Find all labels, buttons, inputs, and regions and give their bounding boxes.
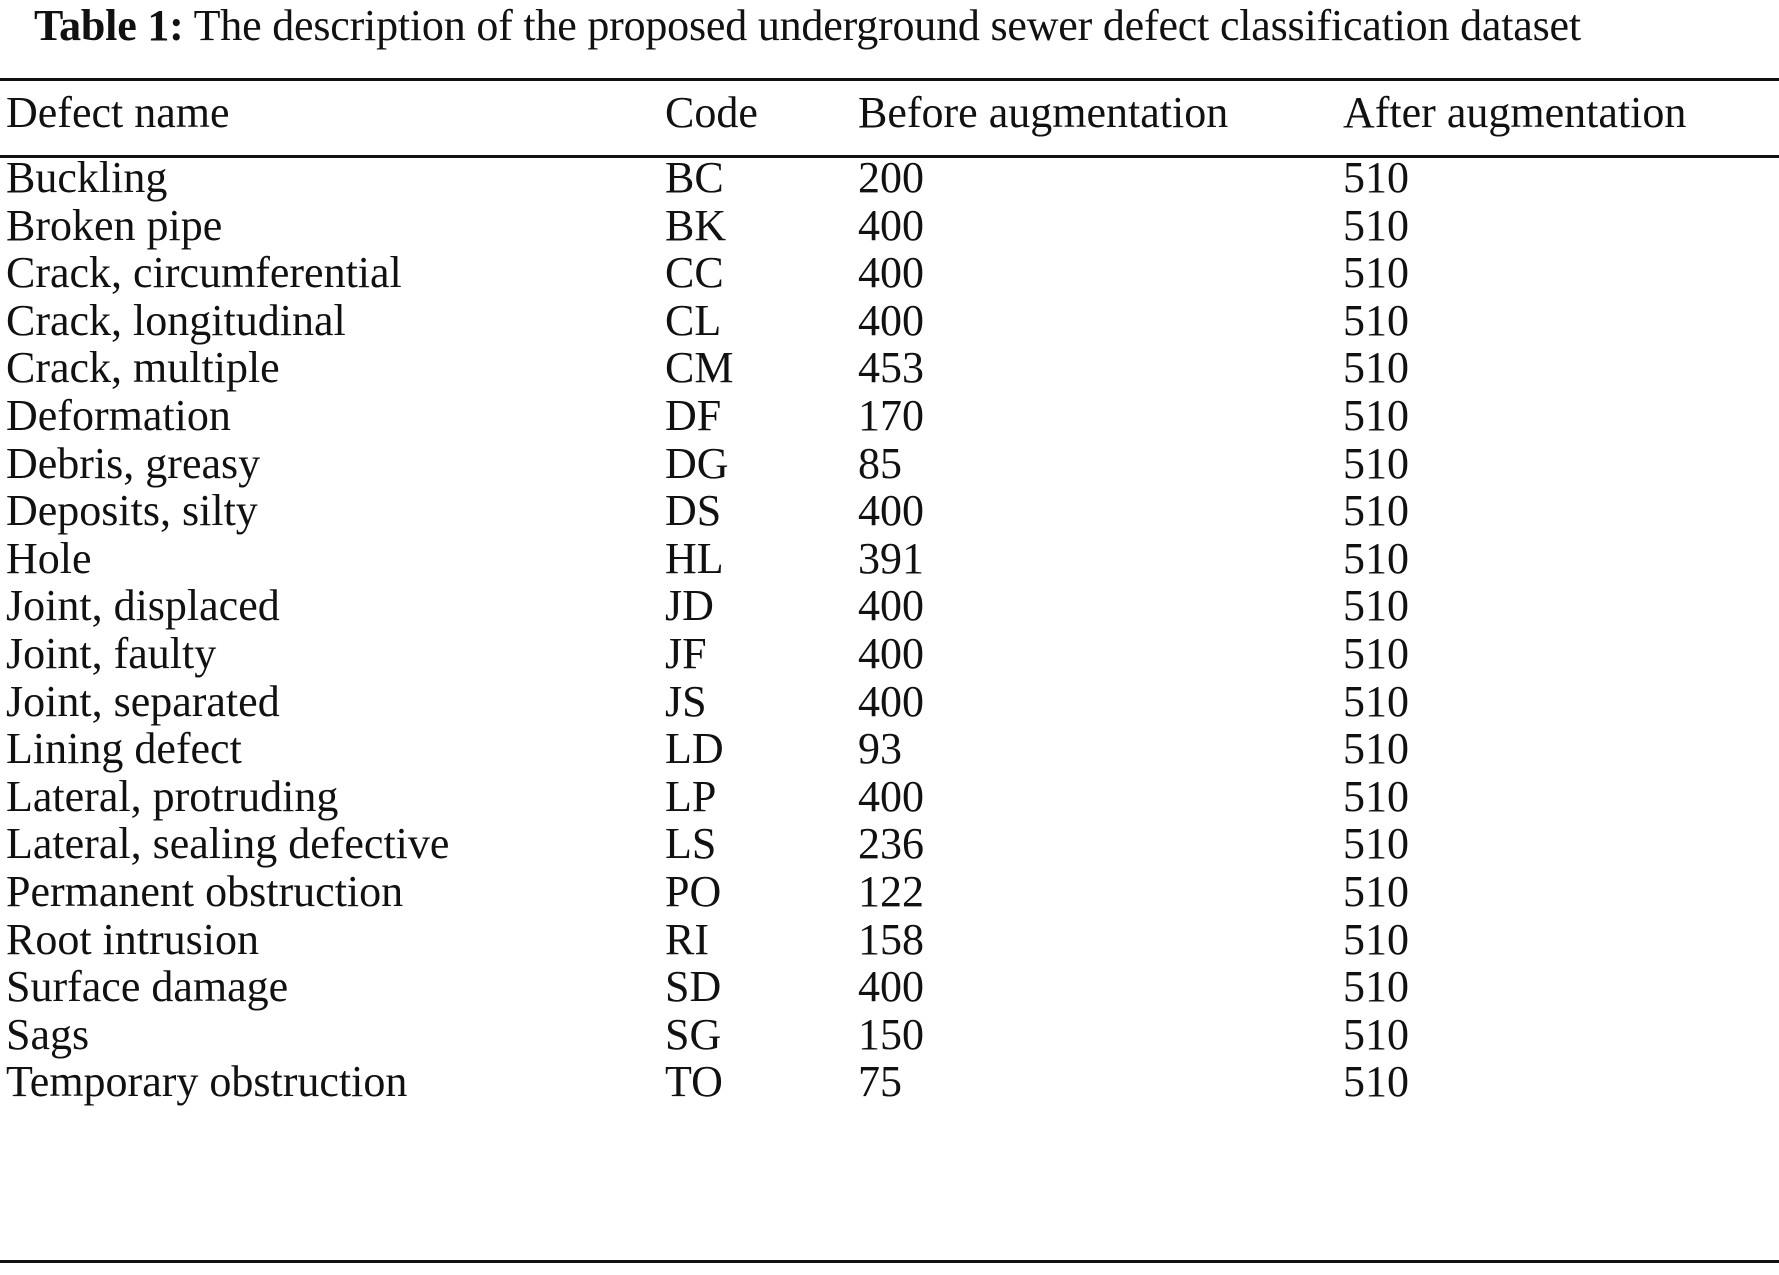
table-row [0,484,1779,538]
defect-name-cell: Joint, displaced [6,581,280,631]
table-row [0,770,1779,824]
code-cell: LD [665,724,724,774]
before-augmentation-cell: 400 [858,629,924,678]
after-augmentation-cell: 510 [1343,676,1409,726]
table-row [0,913,1779,967]
before-augmentation-cell: 391 [858,533,924,583]
before-augmentation-cell: 453 [858,343,924,393]
defect-name-cell: Joint, faulty [6,629,217,678]
defect-name-cell: Deformation [6,391,231,440]
table-caption [34,0,1581,54]
after-augmentation-cell: 510 [1343,486,1409,536]
after-augmentation-cell: 510 [1343,153,1409,202]
code-cell: JD [665,581,714,631]
code-cell: SD [665,962,722,1012]
before-augmentation-cell: 400 [858,486,924,536]
defect-name-cell: Root intrusion [6,914,260,964]
code-cell: DS [665,486,722,536]
caption-label: Table 1: [34,1,184,50]
after-augmentation-cell: 510 [1343,1057,1409,1107]
defect-name-cell: Crack, longitudinal [6,295,346,345]
before-augmentation-cell: 75 [858,1057,902,1107]
table-row [0,199,1779,253]
table-row [0,389,1779,443]
table-row [0,627,1779,681]
table-row [0,1008,1779,1062]
defect-name-cell: Broken pipe [6,200,223,250]
defect-name-cell: Lateral, sealing defective [6,819,450,869]
table-row [0,294,1779,348]
code-cell: DG [665,438,729,488]
header-code: Code [665,88,758,137]
before-augmentation-cell: 170 [858,391,924,440]
code-cell: CC [665,248,724,298]
after-augmentation-cell: 510 [1343,914,1409,964]
before-augmentation-cell: 400 [858,771,924,821]
header-defect-name: Defect name [6,88,230,137]
before-augmentation-cell: 400 [858,248,924,298]
after-augmentation-cell: 510 [1343,438,1409,488]
caption-text: The description of the proposed underground sewer defect classification dataset [193,1,1581,50]
defect-name-cell: Buckling [6,153,168,202]
table-row [0,579,1779,633]
defect-name-cell: Hole [6,533,92,583]
code-cell: BK [665,200,727,250]
table-row [0,865,1779,919]
after-augmentation-cell: 510 [1343,343,1409,393]
defect-name-cell: Crack, circumferential [6,248,402,298]
code-cell: LS [665,819,717,869]
code-cell: TO [665,1057,723,1107]
code-cell: PO [665,867,722,916]
defect-name-cell: Deposits, silty [6,486,258,536]
before-augmentation-cell: 85 [858,438,902,488]
after-augmentation-cell: 510 [1343,1009,1409,1059]
code-cell: DF [665,391,722,440]
table-row [0,341,1779,395]
code-cell: JF [665,629,707,678]
bottom-rule [0,1260,1779,1263]
code-cell: BC [665,153,724,202]
before-augmentation-cell: 400 [858,676,924,726]
after-augmentation-cell: 510 [1343,629,1409,678]
before-augmentation-cell: 122 [858,867,924,916]
code-cell: HL [665,533,724,583]
after-augmentation-cell: 510 [1343,867,1409,916]
table-row [0,246,1779,300]
code-cell: SG [665,1009,722,1059]
after-augmentation-cell: 510 [1343,295,1409,345]
header-before-augmentation: Before augmentation [858,88,1229,137]
before-augmentation-cell: 200 [858,153,924,202]
after-augmentation-cell: 510 [1343,724,1409,774]
table-header [0,86,1779,140]
defect-name-cell: Lateral, protruding [6,771,339,821]
table-row [0,960,1779,1014]
after-augmentation-cell: 510 [1343,391,1409,440]
top-rule [0,78,1779,81]
before-augmentation-cell: 400 [858,295,924,345]
after-augmentation-cell: 510 [1343,533,1409,583]
table-row [0,151,1779,205]
defect-name-cell: Surface damage [6,962,289,1012]
after-augmentation-cell: 510 [1343,200,1409,250]
after-augmentation-cell: 510 [1343,581,1409,631]
defect-name-cell: Permanent obstruction [6,867,404,916]
before-augmentation-cell: 158 [858,914,924,964]
defect-name-cell: Lining defect [6,724,242,774]
defect-name-cell: Sags [6,1009,90,1059]
before-augmentation-cell: 400 [858,962,924,1012]
table-row [0,675,1779,729]
code-cell: JS [665,676,707,726]
code-cell: CM [665,343,734,393]
table-row [0,722,1779,776]
table-row [0,532,1779,586]
code-cell: CL [665,295,722,345]
defect-name-cell: Debris, greasy [6,438,261,488]
after-augmentation-cell: 510 [1343,819,1409,869]
after-augmentation-cell: 510 [1343,962,1409,1012]
before-augmentation-cell: 236 [858,819,924,869]
defect-name-cell: Joint, separated [6,676,280,726]
before-augmentation-cell: 400 [858,581,924,631]
after-augmentation-cell: 510 [1343,248,1409,298]
before-augmentation-cell: 93 [858,724,902,774]
table-row [0,817,1779,871]
header-after-augmentation: After augmentation [1343,88,1687,137]
code-cell: RI [665,914,709,964]
table-row [0,437,1779,491]
table-row [0,1055,1779,1109]
before-augmentation-cell: 150 [858,1009,924,1059]
code-cell: LP [665,771,717,821]
defect-name-cell: Crack, multiple [6,343,280,393]
after-augmentation-cell: 510 [1343,771,1409,821]
defect-name-cell: Temporary obstruction [6,1057,408,1107]
before-augmentation-cell: 400 [858,200,924,250]
